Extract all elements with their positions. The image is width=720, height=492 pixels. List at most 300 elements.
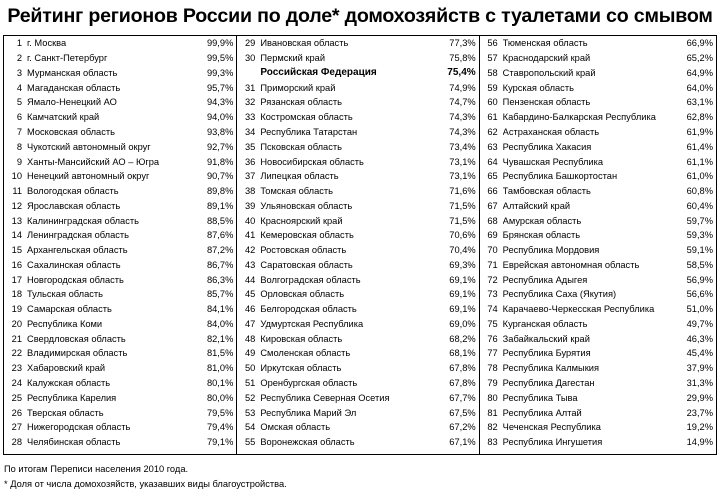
table-row	[237, 420, 478, 435]
share-value: 95,7%	[206, 82, 234, 93]
region-name: г. Санкт-Петербург	[27, 53, 108, 64]
rank-number: 54	[245, 422, 256, 433]
region-name: Магаданская область	[27, 82, 121, 93]
table-row	[480, 198, 716, 213]
table-row	[4, 420, 236, 435]
region-name: Хабаровский край	[27, 363, 106, 374]
ranking-column-2	[236, 36, 478, 454]
table-row	[480, 361, 716, 376]
share-value: 94,3%	[206, 97, 234, 108]
table-row	[480, 36, 716, 51]
region-name: Сахалинская область	[27, 259, 121, 270]
region-name: Воронежская область	[260, 437, 355, 448]
rank-number: 15	[11, 245, 22, 256]
rank-number: 41	[245, 230, 256, 241]
region-name: Камчатский край	[27, 112, 100, 123]
table-row	[237, 361, 478, 376]
rank-number: 1	[16, 38, 22, 49]
table-row	[4, 302, 236, 317]
share-value: 60,4%	[686, 200, 713, 211]
share-value: 89,8%	[206, 186, 234, 197]
share-value: 67,8%	[449, 363, 476, 374]
share-value: 99,5%	[206, 53, 234, 64]
rank-number: 13	[11, 215, 22, 226]
table-row	[4, 405, 236, 420]
table-row	[237, 435, 478, 450]
share-value: 74,3%	[449, 112, 476, 123]
region-name: Республика Бурятия	[502, 348, 591, 359]
table-row	[480, 154, 716, 169]
page-title: Рейтинг регионов России по доле* домохозяйств с туалетами со смывом	[7, 5, 713, 27]
table-row	[480, 66, 716, 81]
region-name: Республика Дагестан	[502, 377, 595, 388]
rank-number: 70	[487, 245, 498, 256]
table-row	[480, 331, 716, 346]
table-row	[480, 169, 716, 184]
share-value: 94,0%	[206, 112, 234, 123]
region-name: Вологодская область	[27, 186, 119, 197]
rank-number: 24	[11, 377, 22, 388]
share-value: 74,7%	[449, 97, 476, 108]
rank-number: 23	[11, 363, 22, 374]
table-row	[4, 390, 236, 405]
rank-number: 69	[487, 230, 498, 241]
table-row	[4, 169, 236, 184]
region-name: Кемеровская область	[260, 230, 354, 241]
region-name: Ленинградская область	[27, 230, 130, 241]
region-name: Ханты-Мансийский АО – Югра	[27, 156, 160, 167]
table-row	[4, 317, 236, 332]
table-row	[237, 405, 478, 420]
region-name: Республика Тыва	[502, 392, 578, 403]
rank-number: 27	[11, 422, 22, 433]
region-name: Чувашская Республика	[502, 156, 604, 167]
share-value: 51,0%	[686, 304, 713, 315]
table-row	[4, 331, 236, 346]
rank-number: 50	[245, 363, 256, 374]
share-value: 74,3%	[449, 126, 476, 137]
table-row	[237, 36, 478, 51]
rank-number: 6	[16, 112, 22, 123]
rank-number: 56	[487, 38, 498, 49]
region-name: Республика Ингушетия	[502, 437, 603, 448]
ranking-column-3	[479, 36, 716, 454]
rank-number: 26	[11, 407, 22, 418]
share-value: 59,1%	[686, 245, 713, 256]
table-row	[480, 346, 716, 361]
footnote: * Доля от числа домохозяйств, указавших виды благоустройства.	[4, 479, 287, 489]
region-name: Республика Саха (Якутия)	[502, 289, 617, 300]
region-name: Костромская область	[260, 112, 353, 123]
region-name: Нижегородская область	[27, 422, 131, 433]
summary-row	[237, 66, 478, 81]
share-value: 63,1%	[686, 97, 713, 108]
table-row	[480, 80, 716, 95]
region-name: Республика Алтай	[502, 407, 582, 418]
region-name: Московская область	[27, 126, 115, 137]
rank-number: 72	[487, 274, 498, 285]
rank-number: 59	[487, 82, 498, 93]
region-name: Ивановская область	[260, 38, 349, 49]
table-row	[237, 272, 478, 287]
share-value: 60,8%	[686, 186, 713, 197]
rank-number: 68	[487, 215, 498, 226]
rank-number: 82	[487, 422, 498, 433]
table-row	[4, 139, 236, 154]
share-value: 81,0%	[206, 363, 234, 374]
rank-number: 44	[245, 274, 256, 285]
table-row	[237, 125, 478, 140]
region-name: Амурская область	[502, 215, 582, 226]
region-name: Ставропольский край	[502, 67, 596, 78]
region-name: Курганская область	[502, 318, 588, 329]
share-value: 75,4%	[447, 67, 476, 79]
rank-number: 30	[245, 53, 256, 64]
region-name: Ростовская область	[260, 245, 347, 256]
share-value: 37,9%	[686, 363, 713, 374]
region-name: Саратовская область	[260, 259, 353, 270]
share-value: 64,0%	[686, 82, 713, 93]
rank-number: 9	[16, 156, 22, 167]
table-row	[237, 184, 478, 199]
rank-number: 28	[11, 437, 22, 448]
share-value: 67,2%	[449, 422, 476, 433]
region-name: Республика Северная Осетия	[260, 392, 390, 403]
table-row	[237, 110, 478, 125]
rank-number: 64	[487, 156, 498, 167]
table-row	[237, 139, 478, 154]
share-value: 69,1%	[449, 289, 476, 300]
region-name: Пермский край	[260, 53, 326, 64]
share-value: 66,9%	[686, 38, 713, 49]
region-name: Тамбовская область	[502, 186, 591, 197]
rank-number: 33	[245, 112, 256, 123]
table-row	[4, 346, 236, 361]
region-name: Чукотский автономный округ	[27, 141, 151, 152]
share-value: 29,9%	[686, 392, 713, 403]
rank-number: 73	[487, 289, 498, 300]
share-value: 77,3%	[449, 38, 476, 49]
rank-number: 7	[16, 126, 22, 137]
share-value: 71,6%	[449, 186, 476, 197]
rank-number: 10	[11, 171, 22, 182]
region-name: Республика Марий Эл	[260, 407, 357, 418]
region-name: Ненецкий автономный округ	[27, 171, 150, 182]
ranking-column-1	[4, 36, 236, 454]
rank-number: 42	[245, 245, 256, 256]
region-name: Кабардино-Балкарская Республика	[502, 112, 656, 123]
region-name: Курская область	[502, 82, 574, 93]
region-name: Республика Адыгея	[502, 274, 588, 285]
rank-number: 58	[487, 67, 498, 78]
table-row	[237, 346, 478, 361]
region-name: Кировская область	[260, 333, 343, 344]
notes	[4, 462, 287, 492]
table-row	[480, 257, 716, 272]
rank-number: 31	[245, 82, 256, 93]
rank-number: 83	[487, 437, 498, 448]
rank-number: 47	[245, 318, 256, 329]
share-value: 59,7%	[686, 215, 713, 226]
rank-number: 46	[245, 304, 256, 315]
rank-number: 45	[245, 289, 256, 300]
region-name: Пензенская область	[502, 97, 591, 108]
share-value: 87,6%	[206, 230, 234, 241]
rank-number: 51	[245, 377, 256, 388]
region-name: Республика Мордовия	[502, 245, 600, 256]
table-row	[237, 287, 478, 302]
share-value: 92,7%	[206, 141, 234, 152]
rank-number: 3	[16, 67, 22, 78]
share-value: 79,5%	[206, 407, 234, 418]
share-value: 56,6%	[686, 289, 713, 300]
table-row	[4, 125, 236, 140]
table-row	[237, 51, 478, 66]
table-row	[4, 154, 236, 169]
rank-number: 21	[11, 333, 22, 344]
region-name: Тульская область	[27, 289, 103, 300]
share-value: 73,1%	[449, 156, 476, 167]
table-row	[237, 95, 478, 110]
table-row	[4, 228, 236, 243]
share-value: 46,3%	[686, 333, 713, 344]
share-value: 86,7%	[206, 259, 234, 270]
table-row	[237, 213, 478, 228]
rank-number: 18	[11, 289, 22, 300]
share-value: 71,5%	[449, 200, 476, 211]
table-row	[4, 198, 236, 213]
table-row	[4, 95, 236, 110]
share-value: 91,8%	[206, 156, 234, 167]
region-name: Приморский край	[260, 82, 336, 93]
table-row	[480, 213, 716, 228]
table-row	[480, 390, 716, 405]
rank-number: 61	[487, 112, 498, 123]
share-value: 56,9%	[686, 274, 713, 285]
rank-number: 35	[245, 141, 256, 152]
region-name: Красноярский край	[260, 215, 343, 226]
table-row	[480, 435, 716, 450]
share-value: 84,1%	[206, 304, 234, 315]
rank-number: 75	[487, 318, 498, 329]
rank-number: 43	[245, 259, 256, 270]
share-value: 99,9%	[206, 38, 234, 49]
region-name: Республика Калмыкия	[502, 363, 599, 374]
table-row	[4, 184, 236, 199]
region-name: Псковская область	[260, 141, 342, 152]
share-value: 74,9%	[449, 82, 476, 93]
region-name: Белгородская область	[260, 304, 357, 315]
rank-number: 67	[487, 200, 498, 211]
table-row	[4, 361, 236, 376]
ranking-table	[3, 35, 717, 455]
table-row	[480, 139, 716, 154]
table-row	[237, 302, 478, 317]
share-value: 85,7%	[206, 289, 234, 300]
region-name: Калининградская область	[27, 215, 139, 226]
region-name: Чеченская Республика	[502, 422, 601, 433]
share-value: 69,1%	[449, 274, 476, 285]
rank-number: 65	[487, 171, 498, 182]
rank-number: 39	[245, 200, 256, 211]
share-value: 67,5%	[449, 407, 476, 418]
rank-number: 77	[487, 348, 498, 359]
rank-number: 49	[245, 348, 256, 359]
rank-number: 76	[487, 333, 498, 344]
share-value: 82,1%	[206, 333, 234, 344]
region-name: Оренбургская область	[260, 377, 358, 388]
region-name: г. Москва	[27, 38, 67, 49]
share-value: 61,0%	[686, 171, 713, 182]
rank-number: 40	[245, 215, 256, 226]
table-row	[237, 257, 478, 272]
table-row	[4, 376, 236, 391]
share-value: 70,4%	[449, 245, 476, 256]
share-value: 93,8%	[206, 126, 234, 137]
region-name: Забайкальский край	[502, 333, 590, 344]
share-value: 64,9%	[686, 67, 713, 78]
table-row	[480, 51, 716, 66]
region-name: Архангельская область	[27, 245, 128, 256]
share-value: 87,2%	[206, 245, 234, 256]
table-row	[4, 272, 236, 287]
rank-number: 74	[487, 304, 498, 315]
region-name: Республика Татарстан	[260, 126, 358, 137]
region-name: Астраханская область	[502, 126, 600, 137]
share-value: 68,2%	[449, 333, 476, 344]
rank-number: 25	[11, 392, 22, 403]
table-row	[4, 435, 236, 450]
region-name: Томская область	[260, 186, 333, 197]
region-name: Краснодарский край	[502, 53, 591, 64]
region-name: Республика Карелия	[27, 392, 117, 403]
region-name: Владимирская область	[27, 348, 128, 359]
region-name: Республика Коми	[27, 318, 103, 329]
table-row	[480, 110, 716, 125]
table-row	[237, 80, 478, 95]
region-name: Еврейская автономная область	[502, 259, 640, 270]
share-value: 69,0%	[449, 318, 476, 329]
region-name: Иркутская область	[260, 363, 342, 374]
region-name: Челябинская область	[27, 437, 121, 448]
rank-number: 11	[12, 186, 22, 197]
rank-number: 81	[487, 407, 498, 418]
share-value: 70,6%	[449, 230, 476, 241]
rank-number: 78	[487, 363, 498, 374]
rank-number: 57	[487, 53, 498, 64]
share-value: 69,1%	[449, 304, 476, 315]
table-row	[4, 243, 236, 258]
region-name: Волгоградская область	[260, 274, 361, 285]
rank-number: 52	[245, 392, 256, 403]
region-name: Новосибирская область	[260, 156, 364, 167]
table-row	[480, 287, 716, 302]
share-value: 86,3%	[206, 274, 234, 285]
share-value: 65,2%	[686, 53, 713, 64]
region-name: Ярославская область	[27, 200, 121, 211]
share-value: 71,5%	[449, 215, 476, 226]
table-row	[4, 257, 236, 272]
region-name: Брянская область	[502, 230, 581, 241]
table-row	[4, 213, 236, 228]
region-name: Орловская область	[260, 289, 345, 300]
rank-number: 62	[487, 126, 498, 137]
share-value: 67,1%	[449, 437, 476, 448]
rank-number: 32	[245, 97, 256, 108]
region-name: Удмуртская Республика	[260, 318, 364, 329]
source-note: По итогам Переписи населения 2010 года.	[4, 464, 189, 474]
rank-number: 29	[245, 38, 256, 49]
rank-number: 8	[16, 141, 22, 152]
region-name: Смоленская область	[260, 348, 351, 359]
table-row	[4, 110, 236, 125]
rank-number: 60	[487, 97, 498, 108]
share-value: 61,1%	[686, 156, 713, 167]
rank-number: 34	[245, 126, 256, 137]
table-row	[480, 317, 716, 332]
share-value: 73,1%	[449, 171, 476, 182]
share-value: 62,8%	[686, 112, 713, 123]
table-row	[480, 420, 716, 435]
table-row	[237, 198, 478, 213]
share-value: 67,7%	[449, 392, 476, 403]
table-row	[237, 317, 478, 332]
share-value: 75,8%	[449, 53, 476, 64]
rank-number: 16	[11, 259, 22, 270]
rank-number: 22	[11, 348, 22, 359]
table-row	[480, 405, 716, 420]
share-value: 99,3%	[206, 67, 234, 78]
rank-number: 37	[245, 171, 256, 182]
share-value: 69,3%	[449, 259, 476, 270]
share-value: 14,9%	[686, 437, 713, 448]
region-name: Рязанская область	[260, 97, 342, 108]
rank-number: 2	[16, 53, 22, 64]
share-value: 19,2%	[686, 422, 713, 433]
table-row	[480, 184, 716, 199]
rank-number: 38	[245, 186, 256, 197]
region-name: Самарская область	[27, 304, 112, 315]
region-name: Республика Хакасия	[502, 141, 592, 152]
region-name: Тверская область	[27, 407, 104, 418]
region-name: Мурманская область	[27, 67, 118, 78]
rank-number: 20	[11, 318, 22, 329]
region-name: Омская область	[260, 422, 331, 433]
share-value: 59,3%	[686, 230, 713, 241]
share-value: 61,9%	[686, 126, 713, 137]
table-row	[237, 169, 478, 184]
rank-number: 63	[487, 141, 498, 152]
rank-number: 14	[11, 230, 22, 241]
rank-number: 12	[11, 200, 22, 211]
share-value: 88,5%	[206, 215, 234, 226]
rank-number: 79	[487, 377, 498, 388]
rank-number: 48	[245, 333, 256, 344]
region-name: Карачаево-Черкесская Республика	[502, 304, 655, 315]
table-row	[480, 243, 716, 258]
region-name: Ямало-Ненецкий АО	[27, 97, 117, 108]
table-row	[480, 302, 716, 317]
region-name: Российская Федерация	[260, 67, 377, 79]
table-row	[4, 287, 236, 302]
share-value: 80,1%	[206, 377, 234, 388]
rank-number: 5	[16, 97, 22, 108]
share-value: 58,5%	[686, 259, 713, 270]
table-row	[4, 80, 236, 95]
rank-number: 71	[487, 259, 498, 270]
region-name: Алтайский край	[502, 200, 571, 211]
share-value: 67,8%	[449, 377, 476, 388]
